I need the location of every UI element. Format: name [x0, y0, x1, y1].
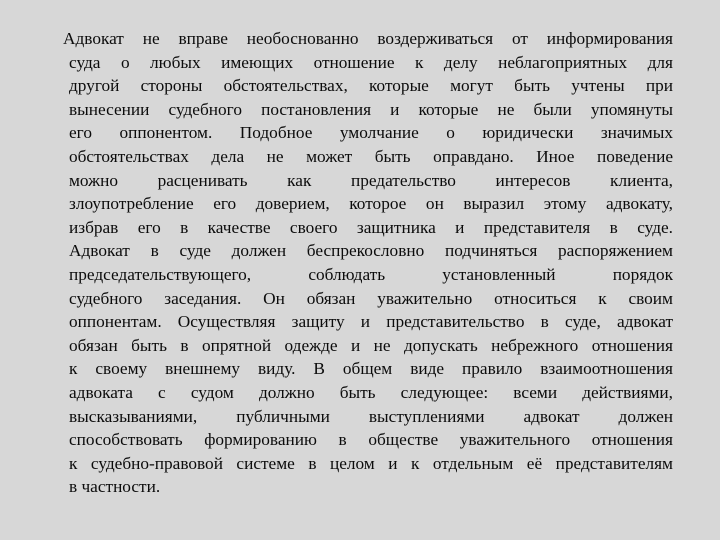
text-line: можно расценивать как предательство интересов клиента,: [69, 170, 673, 190]
text-line: к своему внешнему виду. В общем виде правило взаимоотношения: [69, 359, 673, 379]
text-line: к судебно-правовой системе в целом и к отдельным её представителям: [69, 453, 673, 473]
text-line: злоупотребление его доверием, которое он выразил этому адвокату,: [69, 194, 673, 214]
text-line: адвоката с судом должно быть следующее: всеми действиями,: [69, 382, 673, 402]
text-line: избрав его в качестве своего защитника и представителя в суде.: [69, 217, 673, 237]
text-line: оппонентам. Осуществляя защиту и представительство в суде, адвокат: [69, 312, 673, 332]
text-line: судебного заседания. Он обязан уважительно относиться к своим: [69, 288, 673, 308]
text-line: Адвокат в суде должен беспрекословно подчиняться распоряжением: [69, 241, 673, 261]
text-line: способствовать формированию в обществе уважительного отношения: [69, 430, 673, 450]
text-line: его оппонентом. Подобное умолчание о юридически значимых: [69, 123, 673, 143]
text-line: председательствующего, соблюдать установленный порядок: [69, 264, 673, 284]
text-line: высказываниями, публичными выступлениями адвокат должен: [69, 406, 673, 426]
body-text: [63, 27, 673, 499]
text-line: другой стороны обстоятельствах, которые могут быть учтены при: [69, 76, 673, 96]
text-line: вынесении судебного постановления и которые не были упомянуты: [69, 99, 673, 119]
text-line: в частности.: [69, 477, 161, 497]
text-line: суда о любых имеющих отношение к делу неблагоприятных для: [69, 52, 673, 72]
text-line: обстоятельствах дела не может быть оправдано. Иное поведение: [69, 146, 673, 166]
text-line: обязан быть в опрятной одежде и не допускать небрежного отношения: [69, 335, 673, 355]
text-line: Адвокат не вправе необоснованно воздерживаться от информирования: [63, 29, 673, 48]
